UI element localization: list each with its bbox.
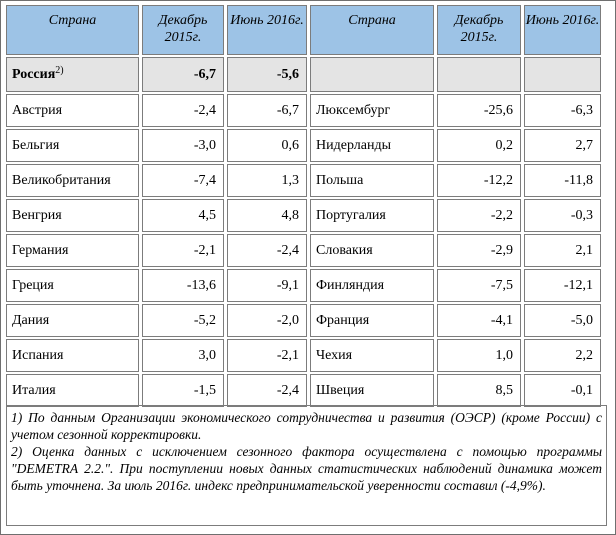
jun-value-right: -0,3 — [524, 199, 601, 232]
dec-value-right: -25,6 — [437, 94, 521, 127]
jun-value-right: -6,3 — [524, 94, 601, 127]
country-name-right: Финляндия — [310, 269, 434, 302]
dec-value-left: -13,6 — [142, 269, 224, 302]
russia-footnote-mark: 2) — [55, 65, 64, 76]
country-name-right: Словакия — [310, 234, 434, 267]
dec-value-right: -2,2 — [437, 199, 521, 232]
data-table — [3, 3, 604, 409]
russia-empty-cell — [524, 57, 601, 92]
table-row — [6, 304, 601, 337]
country-name-left: Испания — [6, 339, 139, 372]
jun-value-left: 0,6 — [227, 129, 307, 162]
country-name-left: Бельгия — [6, 129, 139, 162]
dec-value-left: -1,5 — [142, 374, 224, 407]
table-row — [6, 374, 601, 407]
dec-value-left: -2,4 — [142, 94, 224, 127]
dec-value-left: -7,4 — [142, 164, 224, 197]
footnotes-box — [6, 405, 607, 526]
russia-jun-value: -5,6 — [227, 57, 307, 92]
table-row — [6, 234, 601, 267]
country-name-right: Чехия — [310, 339, 434, 372]
country-name-left: Великобритания — [6, 164, 139, 197]
dec-value-right: -4,1 — [437, 304, 521, 337]
russia-name: Россия — [12, 67, 56, 82]
jun-value-right: -0,1 — [524, 374, 601, 407]
country-name-right: Португалия — [310, 199, 434, 232]
russia-empty-cell — [310, 57, 434, 92]
country-name-right: Нидерланды — [310, 129, 434, 162]
country-name-left: Австрия — [6, 94, 139, 127]
header-row — [6, 5, 601, 55]
dec-value-right: -7,5 — [437, 269, 521, 302]
header-dec-right: Декабрь 2015г. — [437, 5, 521, 55]
table-row — [6, 269, 601, 302]
dec-value-left: -3,0 — [142, 129, 224, 162]
dec-value-left: -5,2 — [142, 304, 224, 337]
jun-value-left: -2,1 — [227, 339, 307, 372]
dec-value-right: 8,5 — [437, 374, 521, 407]
dec-value-right: 1,0 — [437, 339, 521, 372]
table-row — [6, 164, 601, 197]
country-name-right: Польша — [310, 164, 434, 197]
dec-value-left: 3,0 — [142, 339, 224, 372]
jun-value-right: 2,1 — [524, 234, 601, 267]
jun-value-right: 2,2 — [524, 339, 601, 372]
jun-value-left: -6,7 — [227, 94, 307, 127]
jun-value-left: 1,3 — [227, 164, 307, 197]
country-name-left: Дания — [6, 304, 139, 337]
jun-value-right: 2,7 — [524, 129, 601, 162]
dec-value-left: -2,1 — [142, 234, 224, 267]
table-row — [6, 199, 601, 232]
table-row — [6, 94, 601, 127]
jun-value-right: -12,1 — [524, 269, 601, 302]
header-country-left: Страна — [6, 5, 139, 55]
dec-value-right: -12,2 — [437, 164, 521, 197]
country-name-left: Италия — [6, 374, 139, 407]
jun-value-left: -2,4 — [227, 374, 307, 407]
dec-value-left: 4,5 — [142, 199, 224, 232]
table-row — [6, 129, 601, 162]
country-name-right: Франция — [310, 304, 434, 337]
country-name-left: Венгрия — [6, 199, 139, 232]
header-dec-left: Декабрь 2015г. — [142, 5, 224, 55]
jun-value-left: -2,0 — [227, 304, 307, 337]
jun-value-left: -2,4 — [227, 234, 307, 267]
footnote-2: 2) Оценка данных с исключением сезонного фактора осуществлена с помощью программы "DEMETRA 2.2.". При поступлении новых данных статистических наблюдений динамика может быть уточнена. За июль 2016г. индекс предпринимательской уверенности составил (-4,9%). — [11, 444, 602, 493]
russia-empty-cell — [437, 57, 521, 92]
jun-value-right: -5,0 — [524, 304, 601, 337]
jun-value-left: -9,1 — [227, 269, 307, 302]
country-name-right: Люксембург — [310, 94, 434, 127]
footnote-1: 1) По данным Организации экономического сотрудничества и развития (ОЭСР) (кроме России) с учетом сезонной корректировки. — [11, 410, 602, 442]
dec-value-right: -2,9 — [437, 234, 521, 267]
jun-value-left: 4,8 — [227, 199, 307, 232]
country-name-left: Германия — [6, 234, 139, 267]
country-name-left: Греция — [6, 269, 139, 302]
jun-value-right: -11,8 — [524, 164, 601, 197]
dec-value-right: 0,2 — [437, 129, 521, 162]
header-country-right: Страна — [310, 5, 434, 55]
header-jun-left: Июнь 2016г. — [227, 5, 307, 55]
russia-name-cell — [6, 57, 139, 92]
russia-dec-value: -6,7 — [142, 57, 224, 92]
table-row — [6, 339, 601, 372]
header-jun-right: Июнь 2016г. — [524, 5, 601, 55]
country-name-right: Швеция — [310, 374, 434, 407]
russia-row — [6, 57, 601, 92]
